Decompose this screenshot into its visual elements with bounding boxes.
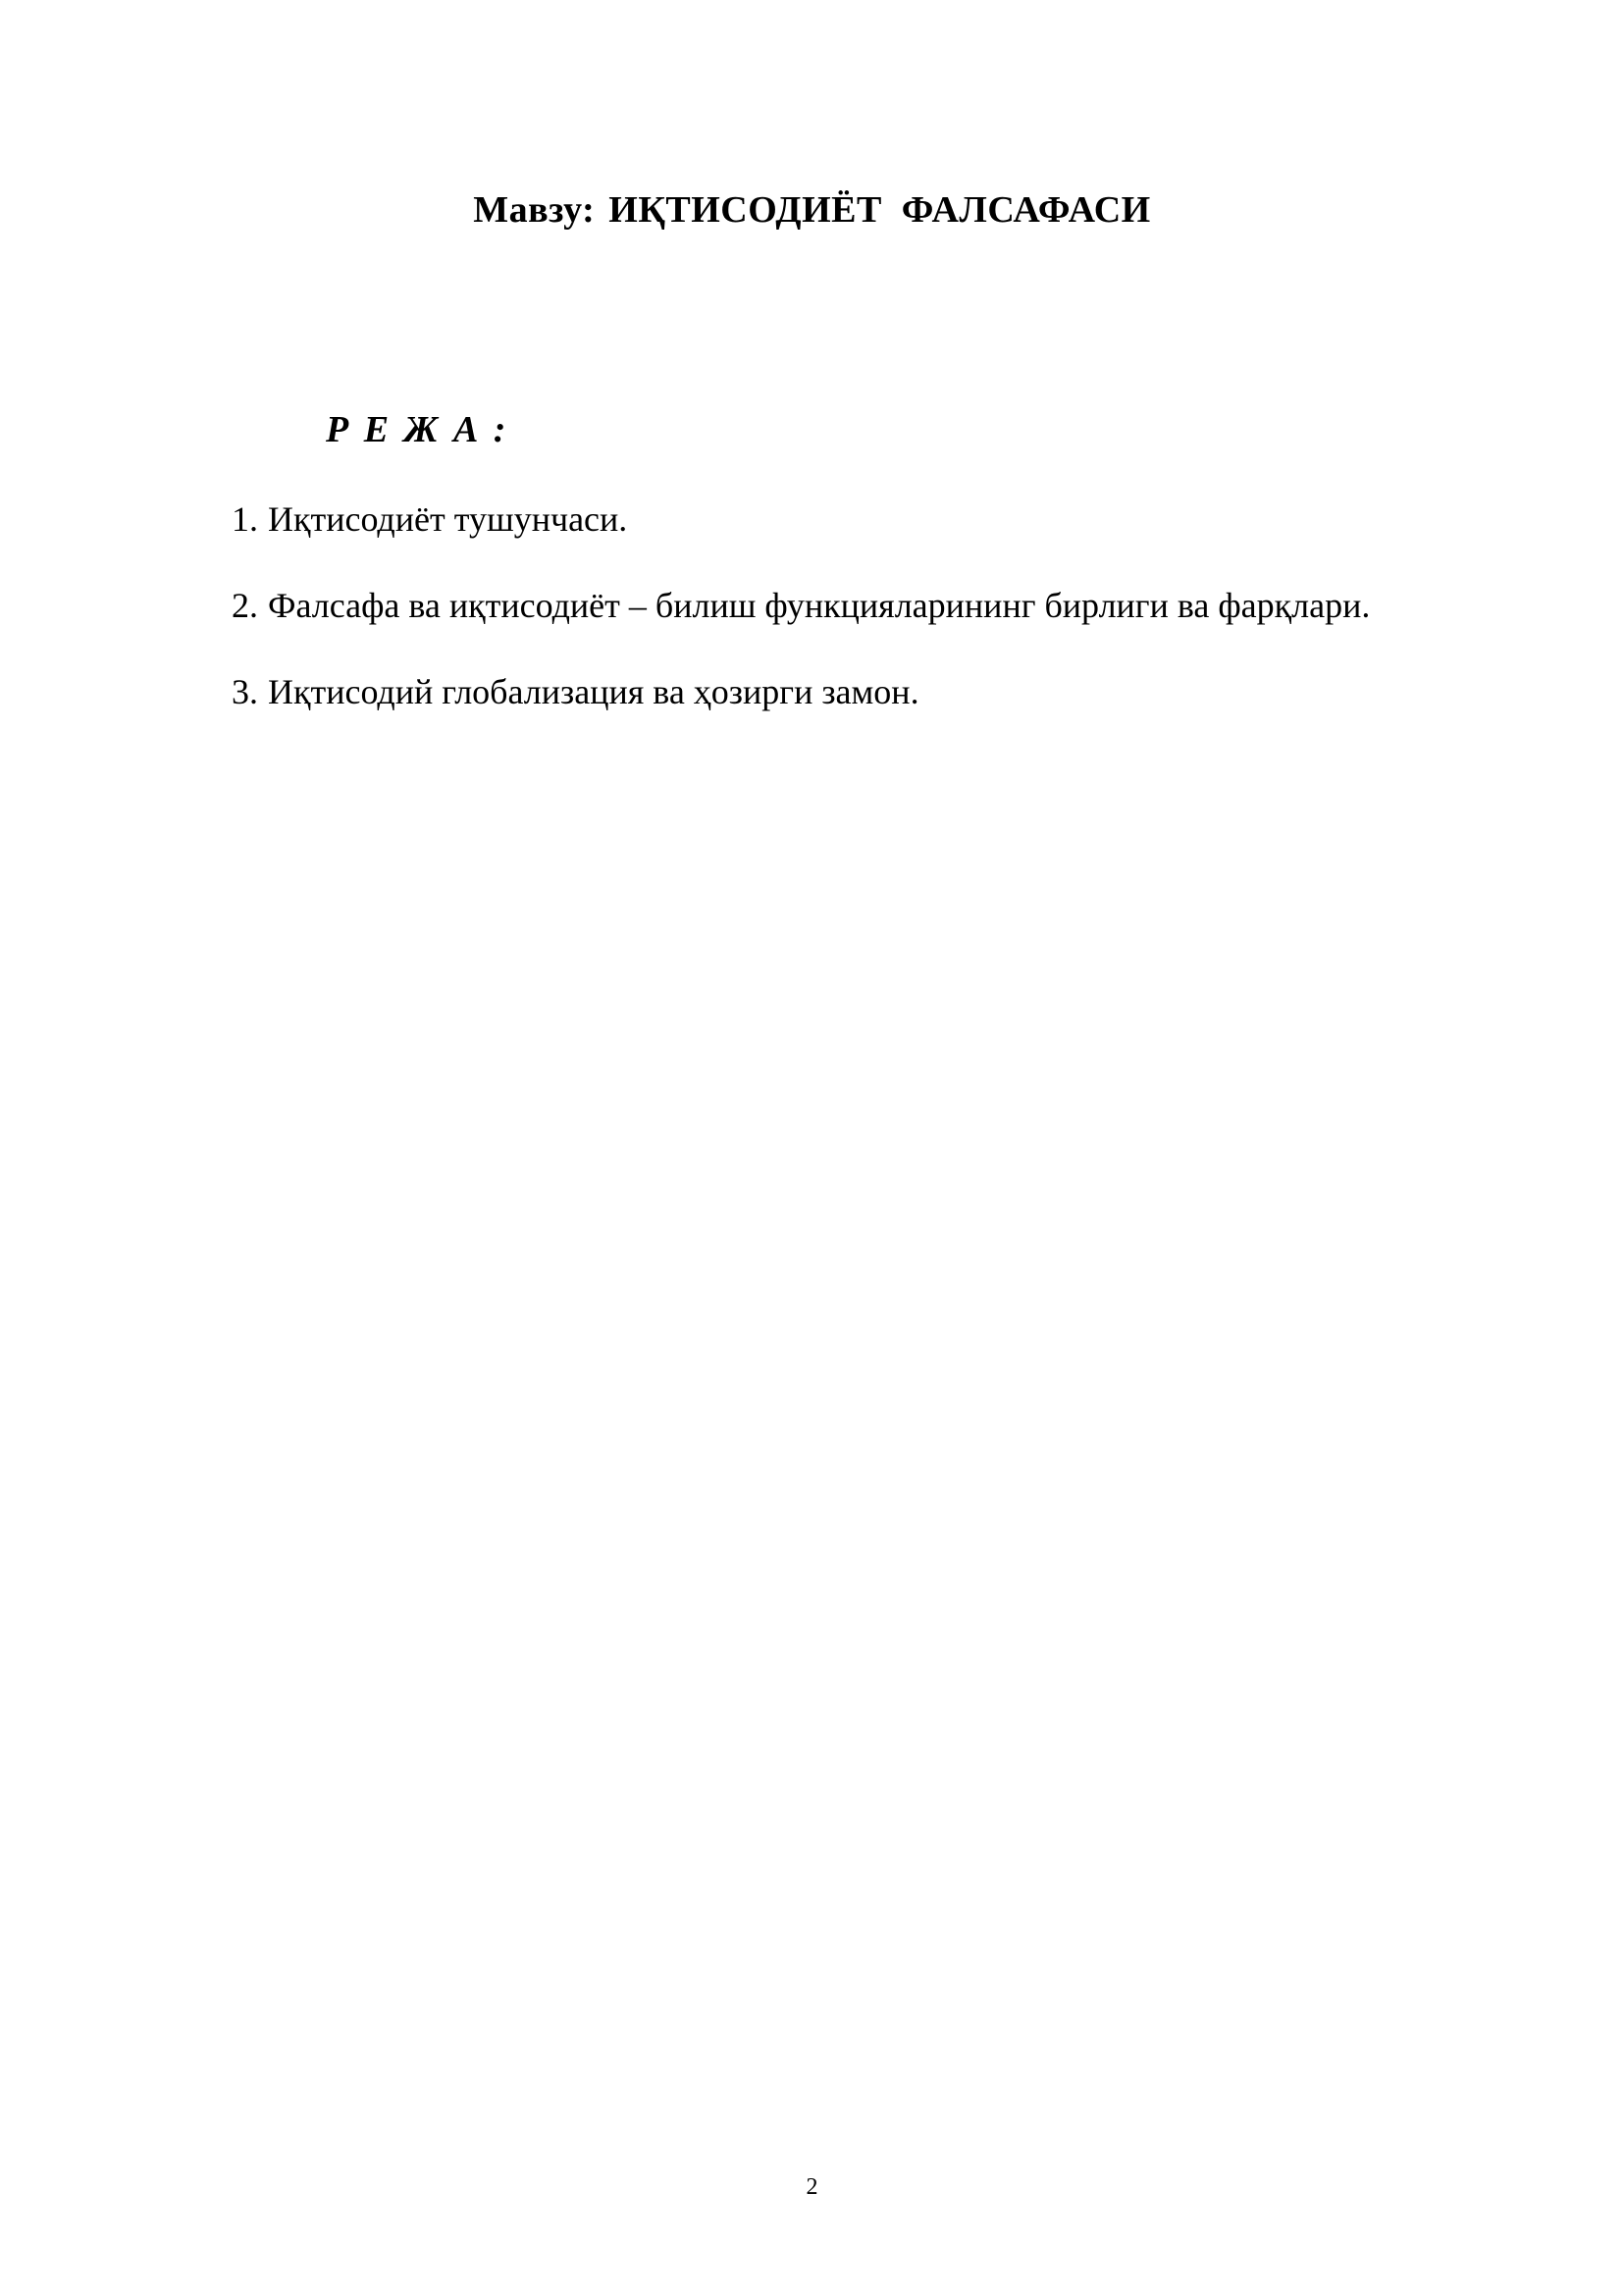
plan-item-number: 1.: [232, 499, 258, 539]
document-title: [0, 188, 1624, 232]
plan-item: [232, 582, 1370, 668]
plan-heading: Р Е Ж А :: [326, 409, 509, 450]
plan-item-number: 2.: [232, 586, 258, 625]
title-prefix: Мавзу:: [473, 189, 596, 231]
plan-item-text: Фалсафа ва иқтисодиёт – билиш функцияларининг бирлиги ва фарқлари.: [268, 586, 1371, 625]
plan-item-text: Иқтисодий глобализация ва ҳозирги замон.: [268, 672, 919, 711]
plan-item: [232, 496, 1370, 582]
title-main: ИҚТИСОДИЁТ ФАЛСАФАСИ: [608, 189, 1151, 231]
page-number: 2: [806, 2174, 818, 2200]
plan-list: [232, 496, 1370, 755]
plan-item: [232, 668, 1370, 755]
plan-item-text: Иқтисодиёт тушунчаси.: [268, 499, 628, 539]
plan-item-number: 3.: [232, 672, 258, 711]
